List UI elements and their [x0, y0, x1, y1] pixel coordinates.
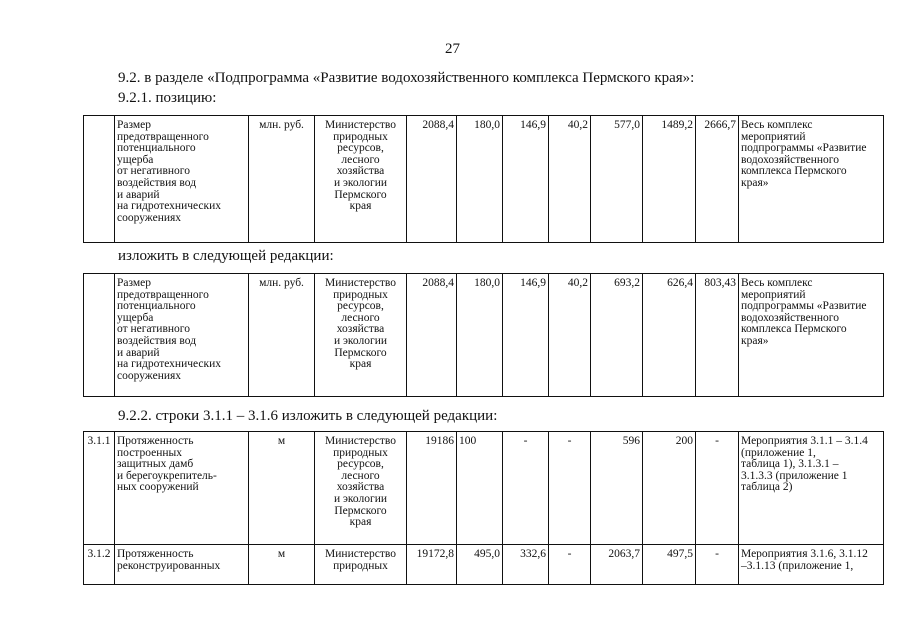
value-cell: 1489,2 [643, 116, 696, 243]
value-cell: 40,2 [549, 116, 591, 243]
row-number [84, 274, 115, 397]
value-cell: 146,9 [503, 116, 549, 243]
unit-cell: м [249, 432, 315, 545]
value-cell: 2088,4 [407, 116, 457, 243]
value-cell: 577,0 [591, 116, 643, 243]
value-cell: - [696, 545, 739, 585]
value-cell: - [696, 432, 739, 545]
value-cell: 693,2 [591, 274, 643, 397]
value-cell: 803,43 [696, 274, 739, 397]
unit-cell: млн. руб. [249, 116, 315, 243]
unit-cell: м [249, 545, 315, 585]
heading-9-2: 9.2. в разделе «Подпрограмма «Развитие водохозяйственного комплекса Пермского края»: [118, 70, 695, 86]
value-cell: 200 [643, 432, 696, 545]
value-cell: 180,0 [457, 274, 503, 397]
row-number: 3.1.1 [84, 432, 115, 545]
heading-9-2-1: 9.2.1. позицию: [118, 90, 217, 106]
old-position-table [83, 115, 884, 243]
executor-cell: Министерство природных ресурсов, лесного хозяйства и экологии Пермского края [315, 432, 407, 545]
value-cell: 2666,7 [696, 116, 739, 243]
row-number: 3.1.2 [84, 545, 115, 585]
page-number: 27 [445, 41, 460, 57]
indicator-cell: Протяженность построенных защитных дамб и берегоукрепитель- ных сооружений [115, 432, 249, 545]
executor-cell: Министерство природных ресурсов, лесного хозяйства и экологии Пермского края [315, 116, 407, 243]
value-cell: 180,0 [457, 116, 503, 243]
note-cell: Мероприятия 3.1.1 – 3.1.4 (приложение 1, таблица 1), 3.1.3.1 – 3.1.3.3 (приложение 1 таблица 2) [739, 432, 884, 545]
table-row [84, 545, 884, 585]
replace-instruction: изложить в следующей редакции: [118, 248, 334, 264]
note-cell: Весь комплекс мероприятий подпрограммы «Развитие водохозяйственного комплекса Пермского края» [739, 116, 884, 243]
heading-9-2-2: 9.2.2. строки 3.1.1 – 3.1.6 изложить в следующей редакции: [118, 408, 498, 424]
executor-cell: Министерство природных ресурсов, лесного хозяйства и экологии Пермского края [315, 274, 407, 397]
value-cell: 2088,4 [407, 274, 457, 397]
value-cell: 497,5 [643, 545, 696, 585]
executor-cell: Министерство природных [315, 545, 407, 585]
note-cell: Мероприятия 3.1.6, 3.1.12 –3.1.13 (приложение 1, [739, 545, 884, 585]
value-cell: - [549, 545, 591, 585]
new-position-table [83, 273, 884, 397]
value-cell: 19186 [407, 432, 457, 545]
value-cell: 100 [457, 432, 503, 545]
unit-cell: млн. руб. [249, 274, 315, 397]
value-cell: 626,4 [643, 274, 696, 397]
value-cell: 2063,7 [591, 545, 643, 585]
value-cell: - [503, 432, 549, 545]
table-row [84, 432, 884, 545]
value-cell: 332,6 [503, 545, 549, 585]
value-cell: - [549, 432, 591, 545]
row-number [84, 116, 115, 243]
indicator-cell: Протяженность реконструированных [115, 545, 249, 585]
value-cell: 596 [591, 432, 643, 545]
table-row [84, 274, 884, 397]
note-cell: Весь комплекс мероприятий подпрограммы «Развитие водохозяйственного комплекса Пермского края» [739, 274, 884, 397]
indicator-cell: Размер предотвращенного потенциального ущерба от негативного воздействия вод и аварий на гидротехнических сооружениях [115, 116, 249, 243]
indicator-cell: Размер предотвращенного потенциального ущерба от негативного воздействия вод и аварий на гидротехнических сооружениях [115, 274, 249, 397]
table-row [84, 116, 884, 243]
value-cell: 146,9 [503, 274, 549, 397]
value-cell: 40,2 [549, 274, 591, 397]
rows-3-1-table [83, 431, 884, 585]
value-cell: 19172,8 [407, 545, 457, 585]
value-cell: 495,0 [457, 545, 503, 585]
